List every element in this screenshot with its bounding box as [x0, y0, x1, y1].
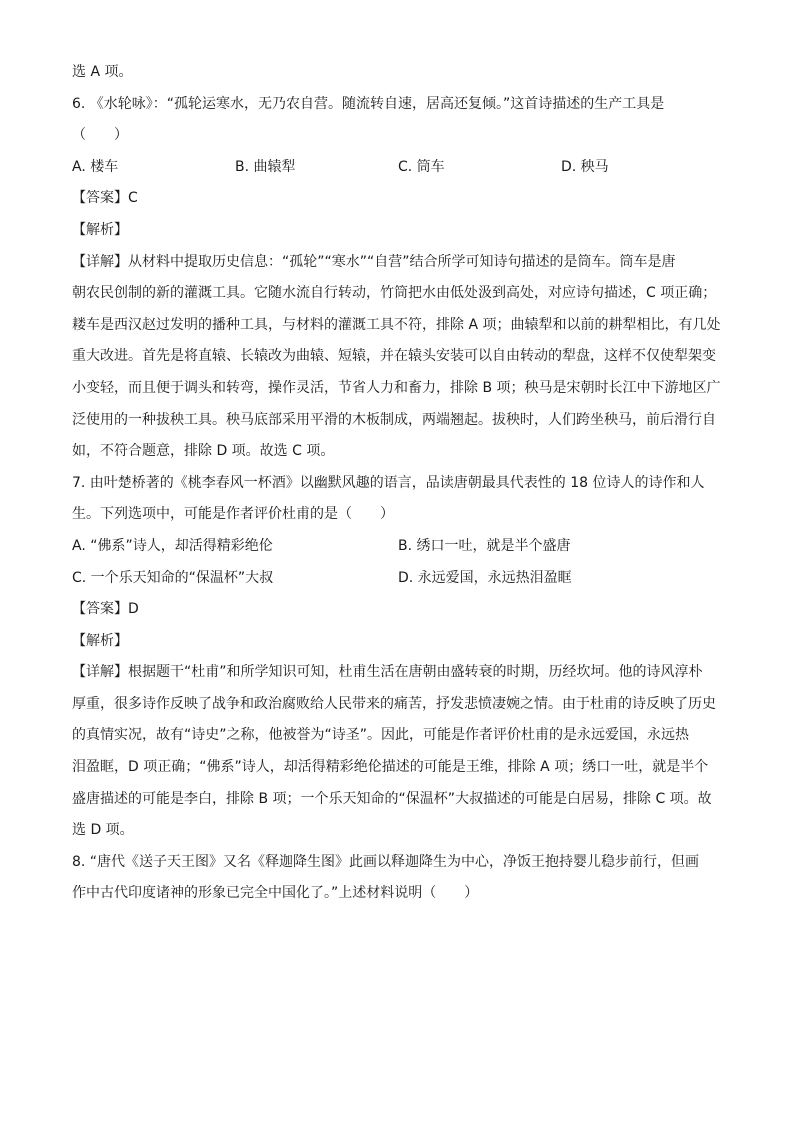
- q7-answer: 【答案】D: [72, 601, 139, 618]
- q6-option-d: D. 秧马: [561, 158, 609, 175]
- question-8: [72, 852, 724, 904]
- q6-option-a: A. 楼车: [72, 158, 119, 175]
- q7-option-b: B. 绣口一吐，就是半个盛唐: [398, 537, 571, 554]
- q6-detail-line: 如，不符合题意，排除 D 项。故选 C 项。: [72, 443, 335, 460]
- intro-line: 选 A 项。: [72, 64, 133, 80]
- q6-detail-line: 小变轻，而且便于调头和转弯，操作灵活，节省人力和畜力，排除 B 项；秧马是宋朝时长江中下游地区广: [72, 379, 721, 396]
- q7-detail-line: 的真情实况，故有“诗史”之称，他被誉为“诗圣”。因此，可能是作者评价杜甫的是永远爱国，永远热: [72, 727, 690, 744]
- q7-option-c: C. 一个乐天知命的“保温杯”大叔: [72, 569, 274, 586]
- q7-detail-line: 盛唐描述的可能是李白，排除 B 项；一个乐天知命的“保温杯”大叔描述的可能是白居易，排除 C 项。故: [72, 790, 712, 807]
- q7-detail-line: 选 D 项。: [72, 822, 134, 839]
- question-6: [72, 94, 724, 462]
- q6-detail: [72, 252, 724, 462]
- q6-detail-line: 重大改进。首先是将直辕、长辕改为曲辕、短辕，并在辕头安装可以自由转动的犁盘，这样不仅使犁架变: [72, 348, 716, 365]
- q6-detail-line: 朝农民创制的新的灌溉工具。它随水流自行转动，竹筒把水由低处汲到高处，对应诗句描述，C 项正确；: [72, 285, 717, 302]
- question-7: [72, 473, 724, 841]
- q7-stem-line-1: 7. 由叶楚桥著的《桃李春风一杯酒》以幽默风趣的语言，品读唐朝最具代表性的 18 位诗人的诗作和人: [72, 474, 705, 491]
- q7-analysis-label: 【解析】: [72, 632, 128, 649]
- q7-detail-line: 厚重，很多诗作反映了战争和政治腐败给人民带来的痛苦，抒发悲愤凄婉之情。由于杜甫的诗反映了历史: [72, 695, 716, 712]
- q8-stem-line-2: 作中古代印度诸神的形象已完全中国化了。”上述材料说明（ ）: [72, 885, 479, 902]
- q6-detail-line: 耧车是西汉赵过发明的播种工具，与材料的灌溉工具不符，排除 A 项；曲辕犁和以前的耕犁相比，有几处: [72, 316, 721, 333]
- q7-detail-line: 泪盈眶，D 项正确；“佛系”诗人，却活得精彩绝伦描述的可能是王维，排除 A 项；绣口一吐，就是半个: [72, 759, 709, 776]
- q7-detail: [72, 662, 724, 840]
- q7-detail-line: 【详解】根据题干“杜甫”和所学知识可知，杜甫生活在唐朝由盛转衰的时期，历经坎坷。他的诗风淳朴: [72, 664, 703, 681]
- q6-option-b: B. 曲辕犁: [235, 158, 296, 175]
- q6-stem-line-2: （ ）: [72, 127, 128, 144]
- q8-stem-line-1: 8. “唐代《送子天王图》又名《释迦降生图》此画以释迦降生为中心，净饭王抱持婴儿稳步前行，但画: [72, 853, 700, 870]
- q7-stem-line-2: 生。下列选项中，可能是作者评价杜甫的是（ ）: [72, 506, 394, 523]
- q6-answer: 【答案】C: [72, 190, 138, 207]
- q6-option-c: C. 筒车: [398, 158, 445, 175]
- q6-stem-line-1: 6. 《水轮咏》：“孤轮运寒水，无乃农自营。随流转自速，居高还复倾。”这首诗描述的生产工具是: [72, 95, 665, 112]
- q6-options: [72, 157, 724, 177]
- q7-options-row-1: [72, 536, 724, 556]
- q6-detail-line: 【详解】从材料中提取历史信息：“孤轮”“寒水”“自营”结合所学可知诗句描述的是筒车。筒车是唐: [72, 253, 676, 270]
- q7-option-d: D. 永远爱国，永远热泪盈眶: [398, 569, 572, 586]
- q7-option-a: A. “佛系”诗人，却活得精彩绝伦: [72, 537, 273, 554]
- q6-detail-line: 泛使用的一种拔秧工具。秧马底部采用平滑的木板制成，两端翘起。拔秧时，人们跨坐秧马，前后滑行自: [72, 411, 716, 428]
- document-page: [72, 62, 724, 915]
- q7-options-row-2: [72, 568, 724, 588]
- q6-analysis-label: 【解析】: [72, 221, 128, 238]
